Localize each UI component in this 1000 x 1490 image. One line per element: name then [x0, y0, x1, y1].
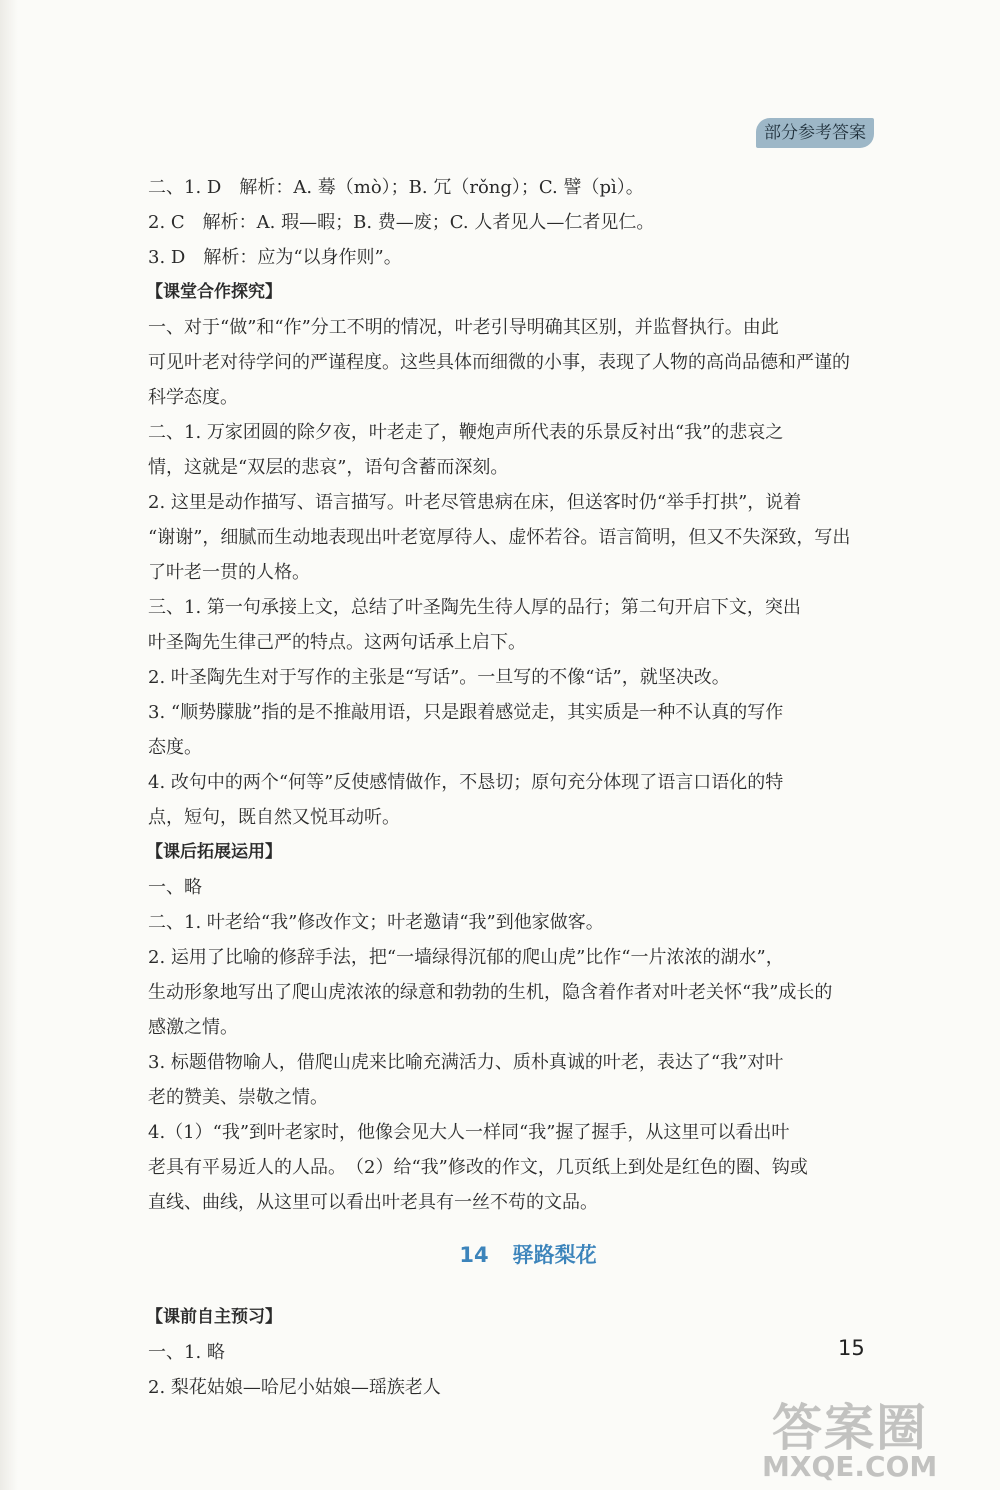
answer-line: 2. 叶圣陶先生对于写作的主张是“写话”。一旦写的不像“话”，就坚决改。: [148, 667, 730, 688]
answer-line: 2. 这里是动作描写、语言描写。叶老尽管患病在床，但送客时仍“举手打拱”，说着: [148, 492, 802, 513]
answer-line: 2. 梨花姑娘—哈尼小姑娘—瑶族老人: [148, 1377, 441, 1398]
section-heading: 【课后拓展运用】: [146, 842, 282, 862]
answer-line: 一、1. 略: [148, 1342, 225, 1363]
answer-line: 三、1. 第一句承接上文，总结了叶圣陶先生待人厚的品行；第二句开启下文，突出: [148, 597, 801, 618]
answer-line: 4. 改句中的两个“何等”反使感情做作，不恳切；原句充分体现了语言口语化的特: [148, 772, 784, 793]
answer-line: 老具有平易近人的人品。 （2）给“我”修改的作文，几页纸上到处是红色的圈、钩或: [148, 1157, 808, 1178]
answer-line: 直线、曲线，从这里可以看出叶老具有一丝不苟的文品。: [148, 1192, 598, 1213]
watermark: [742, 1384, 994, 1484]
answer-line: 老的赞美、崇敬之情。: [148, 1087, 328, 1108]
scan-edge: [0, 0, 18, 1490]
answer-line: 3. D 解析：应为“以身作则”。: [148, 247, 402, 268]
answer-line: 3. 标题借物喻人，借爬山虎来比喻充满活力、质朴真诚的叶老，表达了“我”对叶: [148, 1052, 784, 1073]
answer-line: 科学态度。: [148, 387, 238, 408]
answer-line: “谢谢”，细腻而生动地表现出叶老宽厚待人、虚怀若谷。语言简明，但又不失深致，写出: [148, 527, 851, 548]
answer-line: 2. 运用了比喻的修辞手法，把“一墙绿得沉郁的爬山虎”比作“一片浓浓的湖水”，: [148, 947, 784, 968]
answer-line: 2. C 解析：A. 瑕—暇；B. 费—废；C. 人者见人—仁者见仁。: [148, 212, 655, 233]
answer-line: 态度。: [148, 737, 202, 758]
answer-line: 二、1. 万家团圆的除夕夜，叶老走了，鞭炮声所代表的乐景反衬出“我”的悲哀之: [148, 422, 784, 443]
answer-line: 可见叶老对待学问的严谨程度。这些具体而细微的小事，表现了人物的高尚品德和严谨的: [148, 352, 850, 373]
answer-line: 叶圣陶先生律己严的特点。这两句话承上启下。: [148, 632, 526, 653]
section-heading: 【课前自主预习】: [146, 1307, 282, 1327]
section-tag: 部分参考答案: [756, 118, 874, 148]
chapter-name: 驿路梨花: [512, 1243, 597, 1267]
answer-line: 4.（1）“我”到叶老家时，他像会见大人一样同“我”握了握手，从这里可以看出叶: [148, 1122, 790, 1143]
answer-line: 一、对于“做”和“作”分工不明的情况，叶老引导明确其区别，并监督执行。由此: [148, 317, 779, 338]
watermark-url: MXQE.COM: [762, 1450, 938, 1483]
chapter-number: 14: [459, 1243, 489, 1267]
answer-line: 了叶老一贯的人格。: [148, 562, 310, 583]
answer-line: 二、1. D 解析：A. 蓦（mò）；B. 冗（rǒng）；C. 譬（pì）。: [148, 177, 644, 198]
chapter-title: [148, 1220, 888, 1300]
section-heading: 【课堂合作探究】: [146, 282, 282, 302]
answer-line: 一、略: [148, 877, 202, 898]
answer-line: 感激之情。: [148, 1017, 238, 1038]
answer-line: 情，这就是“双层的悲哀”，语句含蓄而深刻。: [148, 457, 509, 478]
answer-content: [148, 170, 888, 1405]
watermark-logo: 答案圈: [772, 1399, 928, 1457]
answer-line: 3. “顺势朦胧”指的是不推敲用语，只是跟着感觉走，其实质是一种不认真的写作: [148, 702, 784, 723]
answer-line: 点，短句，既自然又悦耳动听。: [148, 807, 400, 828]
answer-line: 二、1. 叶老给“我”修改作文；叶老邀请“我”到他家做客。: [148, 912, 604, 933]
answer-line: 生动形象地写出了爬山虎浓浓的绿意和勃勃的生机，隐含着作者对叶老关怀“我”成长的: [148, 982, 833, 1003]
page-number: 15: [838, 1336, 865, 1360]
